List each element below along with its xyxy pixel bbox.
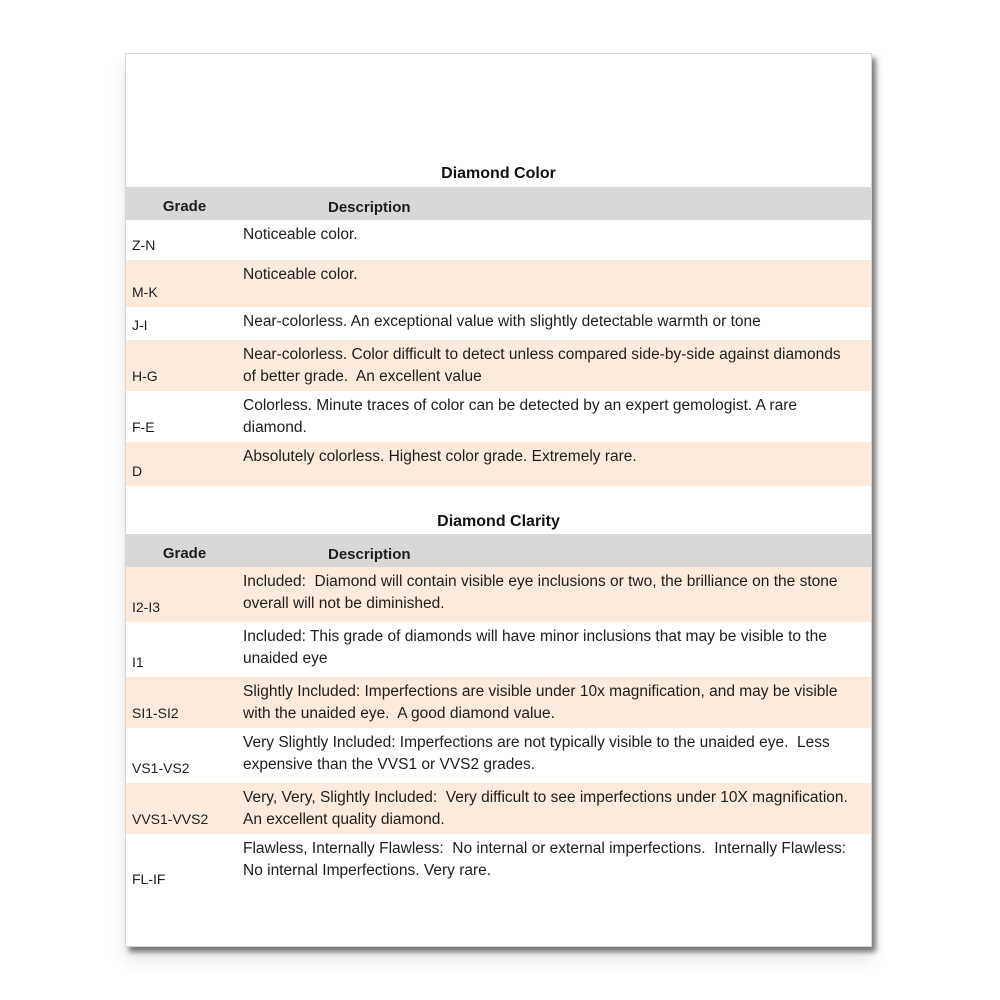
table-row xyxy=(126,260,871,307)
description-cell: Included: This grade of diamonds will have minor inclusions that may be visible to the unaided eye xyxy=(243,628,832,667)
description-cell: Absolutely colorless. Highest color grade. Extremely rare. xyxy=(243,448,637,465)
grade-cell: H-G xyxy=(132,368,158,384)
description-cell: Near-colorless. Color difficult to detect unless compared side-by-side against diamonds of better grade. An excellent value xyxy=(243,346,845,385)
description-cell: Flawless, Internally Flawless: No internal or external imperfections. Internally Flawless: No internal Imperfections. Very rare. xyxy=(243,840,855,879)
table-row xyxy=(126,834,871,894)
table-row xyxy=(126,442,871,486)
description-column-header: Description xyxy=(328,199,411,216)
description-cell: Colorless. Minute traces of color can be detected by an expert gemologist. A rare diamond. xyxy=(243,397,802,436)
diamond-color-table xyxy=(126,187,871,486)
description-cell: Noticeable color. xyxy=(243,266,358,283)
grade-cell: Z-N xyxy=(132,237,156,253)
grade-cell: I2-I3 xyxy=(132,599,161,615)
grade-cell: J-I xyxy=(132,317,148,333)
table-row xyxy=(126,567,871,622)
table-title-diamond-clarity: Diamond Clarity xyxy=(437,513,560,530)
table-row xyxy=(126,622,871,677)
grade-cell: D xyxy=(132,463,143,479)
table-row xyxy=(126,220,871,260)
document-page xyxy=(125,53,872,947)
description-cell: Near-colorless. An exceptional value with slightly detectable warmth or tone xyxy=(243,313,761,330)
top-whitespace xyxy=(126,54,871,164)
table-title-diamond-color: Diamond Color xyxy=(441,165,556,182)
description-cell: Very, Very, Slightly Included: Very difficult to see imperfections under 10X magnification. An excellent quality diamond. xyxy=(243,789,856,828)
description-cell: Noticeable color. xyxy=(243,226,358,243)
table-header-row xyxy=(126,534,871,567)
grade-cell: SI1-SI2 xyxy=(132,705,179,721)
table-row xyxy=(126,340,871,391)
grade-cell: VVS1-VVS2 xyxy=(132,811,209,827)
diamond-clarity-table xyxy=(126,534,871,894)
grade-cell: VS1-VS2 xyxy=(132,760,190,776)
grade-cell: I1 xyxy=(132,654,144,670)
table-row xyxy=(126,783,871,834)
description-cell: Included: Diamond will contain visible eye inclusions or two, the brilliance on the stone overall will not be diminished. xyxy=(243,573,842,612)
description-cell: Slightly Included: Imperfections are visible under 10x magnification, and may be visible with the unaided eye. A good diamond value. xyxy=(243,683,842,722)
grade-cell: M-K xyxy=(132,284,158,300)
table-row xyxy=(126,307,871,340)
grade-column-header: Grade xyxy=(162,545,207,562)
grade-column-header: Grade xyxy=(162,198,207,215)
grade-cell: FL-IF xyxy=(132,871,166,887)
table-row xyxy=(126,391,871,442)
table-row xyxy=(126,677,871,728)
description-column-header: Description xyxy=(328,546,411,563)
table-header-row xyxy=(126,187,871,220)
table-row xyxy=(126,728,871,783)
description-cell: Very Slightly Included: Imperfections are not typically visible to the unaided eye. Less expensive than the VVS1 or VVS2 grades. xyxy=(243,734,835,773)
grade-cell: F-E xyxy=(132,419,155,435)
